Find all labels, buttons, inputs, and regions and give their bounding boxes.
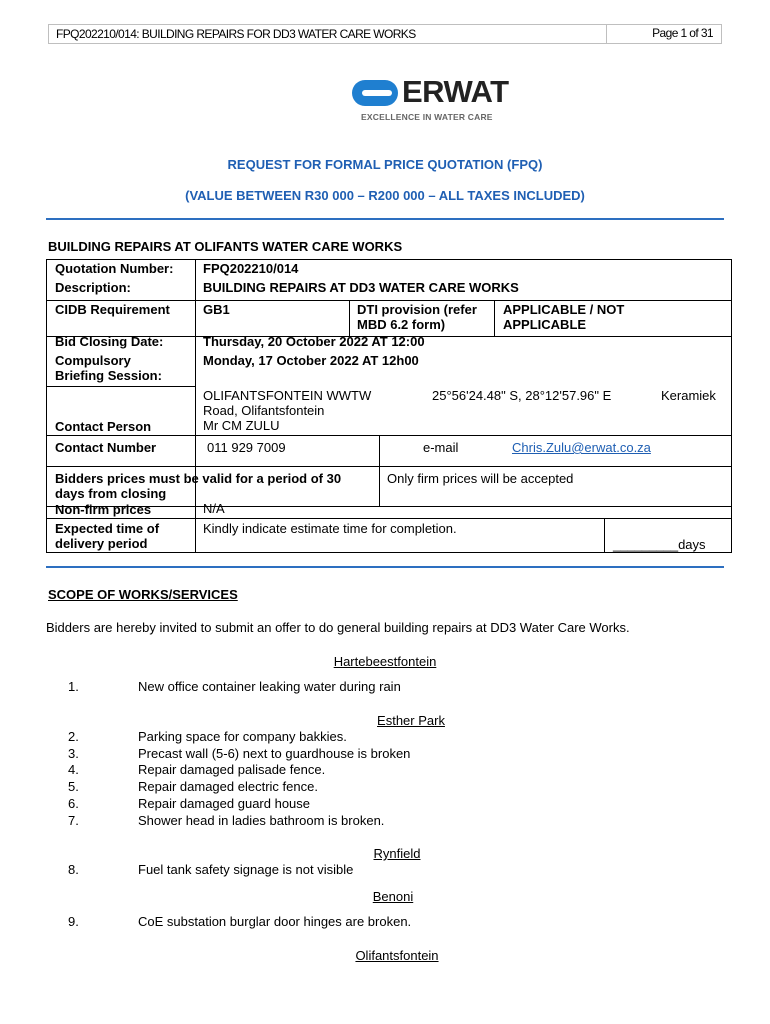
delivery-label: Expected time of: [55, 521, 160, 536]
list-item: Shower head in ladies bathroom is broken.: [138, 813, 385, 828]
dti-value-line2: APPLICABLE: [503, 317, 587, 332]
email-link[interactable]: Chris.Zulu@erwat.co.za: [512, 440, 651, 455]
contact-number-label: Contact Number: [55, 440, 157, 455]
description-label: Description:: [55, 280, 131, 295]
quotation-number: FPQ202210/014: [203, 261, 299, 276]
list-item: Parking space for company bakkies.: [138, 729, 347, 744]
closing-date-label: Bid Closing Date:: [55, 334, 164, 349]
doc-reference: FPQ202210/014: BUILDING REPAIRS FOR DD3 WATER CARE WORKS: [49, 25, 607, 43]
list-item: Repair damaged palisade fence.: [138, 762, 326, 777]
contact-person-label: Contact Person: [55, 419, 152, 434]
list-item-number: 9.: [68, 914, 79, 929]
list-item-number: 7.: [68, 813, 79, 828]
dti-label-line2: MBD 6.2 form): [357, 317, 446, 332]
validity-text-line2: days from closing: [55, 486, 167, 501]
closing-date: Thursday, 20 October 2022 AT 12:00: [203, 334, 425, 349]
table-rule: [47, 300, 732, 301]
nonfirm-value: N/A: [203, 501, 225, 516]
table-rule: [47, 518, 732, 519]
briefing-label: Compulsory: [55, 353, 131, 368]
list-item-number: 4.: [68, 762, 79, 777]
list-item: Repair damaged guard house: [138, 796, 311, 811]
email-label: e-mail: [423, 440, 459, 455]
document-subtitle: (VALUE BETWEEN R30 000 – R200 000 – ALL TAXES INCLUDED): [185, 188, 585, 203]
list-item-number: 1.: [68, 679, 79, 694]
table-rule: [47, 466, 732, 467]
list-item: New office container leaking water during rain: [138, 679, 401, 694]
page-header: [48, 24, 722, 44]
venue-road: Road, Olifantsfontein: [203, 403, 325, 418]
table-rule: [47, 386, 195, 387]
delivery-instruction: Kindly indicate estimate time for completion.: [203, 521, 457, 536]
dti-label: DTI provision (refer: [357, 302, 477, 317]
list-item: CoE substation burglar door hinges are broken.: [138, 914, 412, 929]
list-item: Repair damaged electric fence.: [138, 779, 318, 794]
list-item-number: 8.: [68, 862, 79, 877]
venue-coordinates: 25°56'24.48" S, 28°12'57.96" E: [432, 388, 612, 403]
erwat-logo: [352, 74, 512, 126]
document-title: REQUEST FOR FORMAL PRICE QUOTATION (FPQ): [227, 157, 543, 172]
list-item-number: 5.: [68, 779, 79, 794]
location-heading: Benoni: [372, 889, 414, 904]
list-item-number: 6.: [68, 796, 79, 811]
logo-tagline: EXCELLENCE IN WATER CARE: [361, 112, 493, 122]
quotation-number-label: Quotation Number:: [55, 261, 174, 276]
logo-wordmark: ERWAT: [402, 74, 509, 109]
cidb-value: GB1: [203, 302, 230, 317]
nonfirm-label: Non-firm prices: [55, 502, 152, 517]
location-heading: Rynfield: [373, 846, 421, 861]
dti-value: APPLICABLE / NOT: [503, 302, 625, 317]
location-heading: Hartebeestfontein: [333, 654, 437, 669]
quotation-info-table: [46, 259, 732, 553]
list-item-number: 3.: [68, 746, 79, 761]
page-number: Page 1 of 31: [652, 26, 713, 40]
description-value: BUILDING REPAIRS AT DD3 WATER CARE WORKS: [203, 280, 519, 295]
firm-prices-note: Only firm prices will be accepted: [387, 471, 574, 486]
briefing-label-line2: Briefing Session:: [55, 368, 162, 383]
validity-text: Bidders prices must be valid for a period of 30: [55, 471, 342, 486]
table-divider: [604, 518, 605, 553]
table-divider: [494, 300, 495, 336]
scope-heading: SCOPE OF WORKS/SERVICES: [48, 587, 238, 602]
venue-name: OLIFANTSFONTEIN WWTW: [203, 388, 372, 403]
table-divider: [195, 260, 196, 553]
venue-street: Keramiek: [661, 388, 716, 403]
delivery-label-line2: delivery period: [55, 536, 148, 551]
erwat-logo-icon: [352, 80, 398, 106]
contact-person: Mr CM ZULU: [203, 418, 280, 433]
briefing-date: Monday, 17 October 2022 AT 12h00: [203, 353, 419, 368]
table-divider: [349, 300, 350, 336]
location-heading: Olifantsfontein: [355, 948, 439, 963]
list-item: Precast wall (5-6) next to guardhouse is broken: [138, 746, 411, 761]
cidb-label: CIDB Requirement: [55, 302, 170, 317]
delivery-days-field[interactable]: _________days: [613, 537, 706, 552]
title-divider: [46, 218, 724, 220]
contact-number: 011 929 7009: [207, 440, 286, 455]
section-heading: BUILDING REPAIRS AT OLIFANTS WATER CARE WORKS: [48, 239, 403, 254]
list-item: Fuel tank safety signage is not visible: [138, 862, 354, 877]
location-heading: Esther Park: [377, 713, 445, 728]
list-item-number: 2.: [68, 729, 79, 744]
table-divider-rule: [46, 566, 724, 568]
scope-intro: Bidders are hereby invited to submit an offer to do general building repairs at DD3 Water Care Works.: [46, 620, 630, 635]
table-rule: [47, 435, 732, 436]
